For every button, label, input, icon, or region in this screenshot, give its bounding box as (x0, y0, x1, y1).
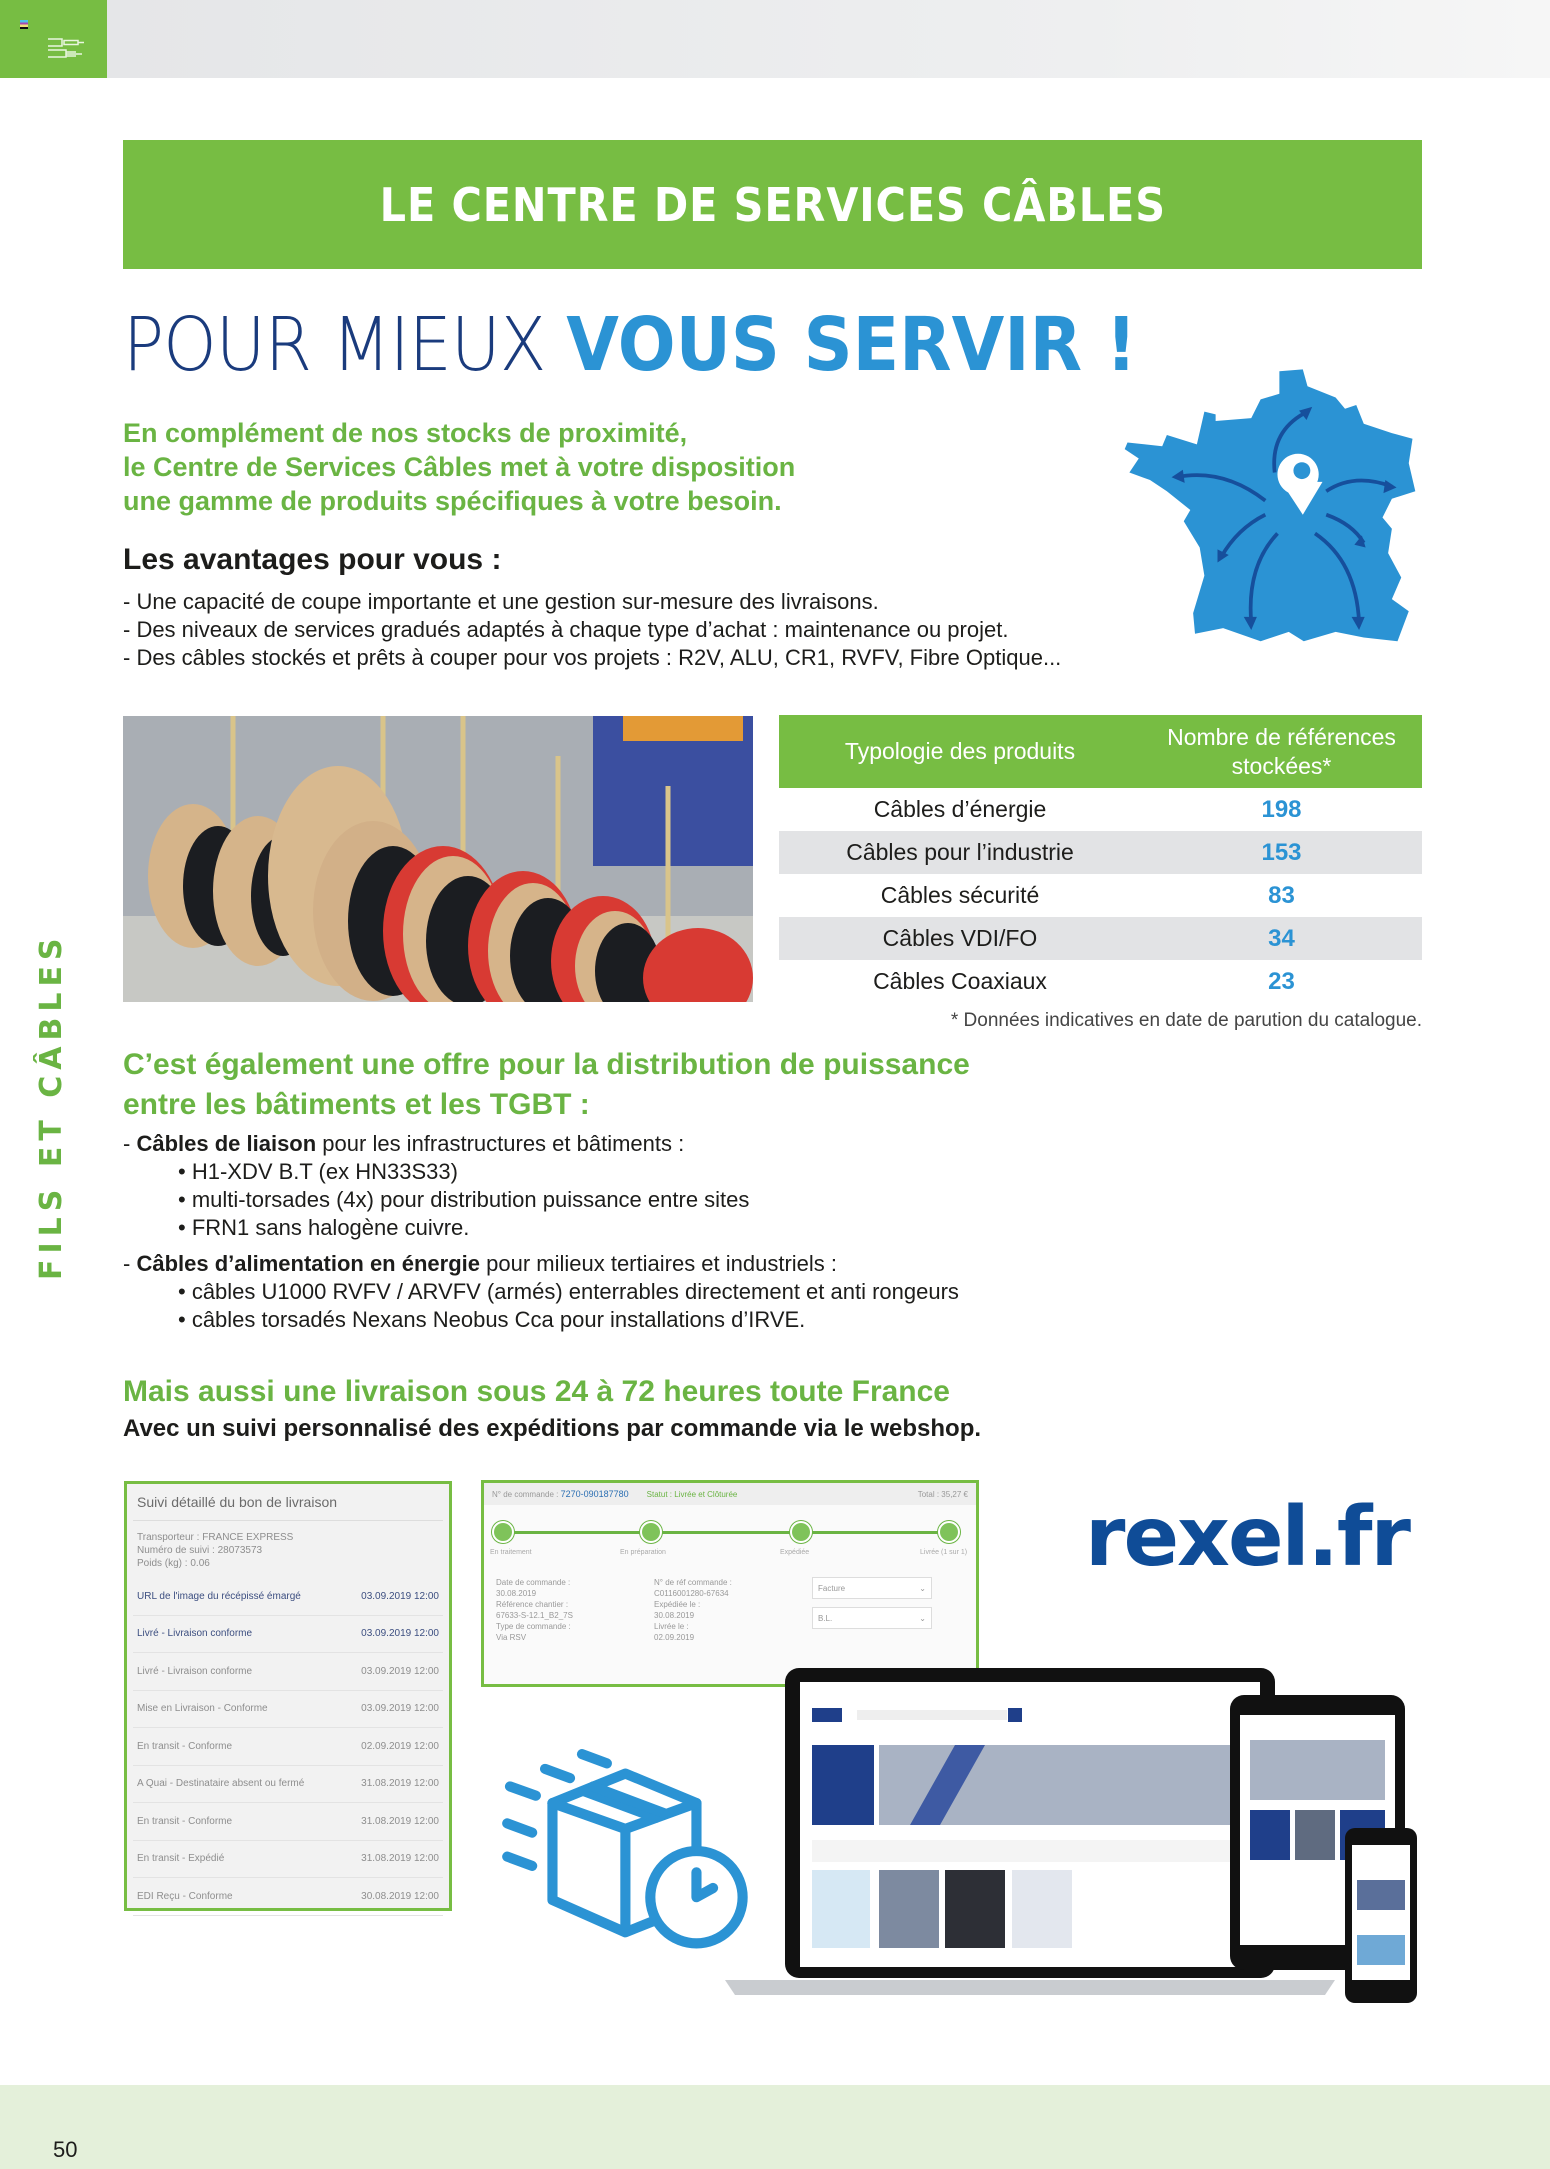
select-value: B.L. (818, 1614, 833, 1623)
order-label: N° de commande : (492, 1490, 559, 1499)
column-header-count: Nombre de références stockées* (1141, 715, 1422, 788)
order-fields-col (654, 1577, 794, 1643)
field-value: 67633-S-12.1_B2_7S (496, 1611, 573, 1620)
section-tab (0, 0, 107, 78)
list-item: • H1-XDV B.T (ex HN33S33) (178, 1159, 458, 1184)
event-date: 03.09.2019 12:00 (361, 1665, 439, 1677)
reference-count: 83 (1268, 881, 1295, 909)
tracking-event (133, 1728, 443, 1766)
headline-light: POUR MIEUX (123, 302, 567, 388)
field-value: 30.08.2019 (654, 1611, 695, 1620)
reference-count: 198 (1261, 795, 1302, 823)
order-status: Statut : Livrée et Clôturée (646, 1489, 738, 1499)
distribution-group-lead: - Câbles d’alimentation en énergie pour milieux tertiaires et industriels : (123, 1251, 838, 1276)
event-label: En transit - Expédié (137, 1853, 225, 1865)
event-label: URL de l'image du récépissé émargé (137, 1590, 301, 1602)
webshop-devices-mockup (725, 1650, 1440, 2045)
order-progress (490, 1515, 970, 1573)
lead-rest: pour milieux tertiaires et industriels : (480, 1251, 838, 1276)
distribution-group (123, 1130, 959, 1242)
product-type: Câbles VDI/FO (779, 917, 1141, 960)
event-label: En transit - Conforme (137, 1740, 233, 1752)
tracking-event (133, 1766, 443, 1804)
page-headline (123, 300, 1137, 390)
event-label: Mise en Livraison - Conforme (137, 1703, 268, 1715)
event-date: 03.09.2019 12:00 (361, 1628, 439, 1640)
rexel-website-logo: rexel.fr (1085, 1490, 1409, 1585)
intro-line: une gamme de produits spécifiques à votre besoin. (123, 486, 782, 516)
step-preparing-icon (640, 1521, 662, 1543)
step-label: En traitement (490, 1549, 532, 1556)
advantages-title: Les avantages pour vous : (123, 543, 502, 576)
event-date: 03.09.2019 12:00 (361, 1703, 439, 1715)
table-row (779, 831, 1422, 874)
delivery-note-select (812, 1607, 932, 1629)
order-ref: 7270-090187780 (560, 1489, 629, 1499)
event-label: A Quai - Destinataire absent ou fermé (137, 1778, 305, 1790)
chevron-down-icon: ⌄ (919, 1584, 926, 1593)
list-item: • câbles torsadés Nexans Neobus Cca pour installations d’IRVE. (178, 1307, 806, 1332)
reference-count: 153 (1141, 831, 1422, 874)
event-date: 31.08.2019 12:00 (361, 1853, 439, 1865)
order-fields-col (496, 1577, 636, 1643)
lead-bold: Câbles de liaison (136, 1131, 317, 1156)
event-date: 31.08.2019 12:00 (361, 1778, 439, 1790)
tracking-title: Suivi détaillé du bon de livraison (133, 1490, 443, 1521)
advantage-item: - Des niveaux de services gradués adaptés à chaque type d’achat : maintenance ou projet. (123, 617, 1009, 642)
step-processing-icon (492, 1521, 514, 1543)
tracking-event (133, 1616, 443, 1654)
chevron-down-icon: ⌄ (919, 1614, 926, 1623)
section-side-label: FILS ET CÂBLES (34, 932, 69, 1280)
column-header-type: Typologie des produits (779, 715, 1141, 788)
field-value: 02.09.2019 (654, 1633, 695, 1642)
distribution-title-line: entre les bâtiments et les TGBT : (123, 1088, 590, 1121)
cable-connectors-icon (46, 36, 90, 62)
select-value: Facture (818, 1584, 846, 1593)
list-item: • multi-torsades (4x) pour distribution puissance entre sites (178, 1187, 750, 1212)
event-label: EDI Reçu - Conforme (137, 1890, 233, 1902)
advantage-item: - Une capacité de coupe importante et une gestion sur-mesure des livraisons. (123, 589, 879, 614)
step-shipped-icon (790, 1521, 812, 1543)
lead-rest: pour les infrastructures et bâtiments : (316, 1131, 685, 1156)
event-date: 30.08.2019 12:00 (361, 1890, 439, 1902)
tracking-event (133, 1691, 443, 1729)
event-date: 31.08.2019 12:00 (361, 1815, 439, 1827)
lead-bold: Câbles d’alimentation en énergie (136, 1251, 480, 1276)
distribution-group-lead: - Câbles de liaison pour les infrastructures et bâtiments : (123, 1131, 685, 1156)
distribution-group (123, 1250, 959, 1334)
intro-line: En complément de nos stocks de proximité, (123, 418, 688, 448)
product-type: Câbles d’énergie (873, 796, 1047, 822)
top-band (0, 0, 1550, 78)
order-total: Total : 35,27 € (917, 1489, 968, 1499)
reference-count: 23 (1268, 967, 1295, 995)
stock-references-table (779, 715, 1422, 1003)
tracking-meta-line: Transporteur : FRANCE EXPRESS (137, 1532, 294, 1543)
table-row (779, 917, 1422, 960)
progress-line (502, 1531, 958, 1534)
table-header-row (779, 715, 1422, 788)
cable-reels-warehouse-photo (123, 716, 753, 1002)
tracking-event (133, 1803, 443, 1841)
event-label: Livré - Livraison conforme (137, 1665, 253, 1677)
event-label: Livré - Livraison conforme (137, 1628, 253, 1640)
distribution-list (123, 1130, 959, 1342)
table-row (779, 788, 1422, 831)
tracking-event (133, 1653, 443, 1691)
step-label: Livrée (1 sur 1) (920, 1549, 968, 1556)
color-registration-mark (20, 20, 28, 29)
field-label: N° de réf commande : (654, 1578, 732, 1587)
field-label: Type de commande : (496, 1622, 571, 1631)
list-item: • FRN1 sans halogène cuivre. (178, 1215, 470, 1240)
france-map-location-icon (1110, 360, 1430, 660)
table-footnote: * Données indicatives en date de parution du catalogue. (950, 1010, 1422, 1031)
table-row (779, 874, 1422, 917)
field-label: Référence chantier : (496, 1600, 569, 1609)
field-label: Date de commande : (496, 1578, 571, 1587)
invoice-select (812, 1577, 932, 1599)
event-date: 03.09.2019 12:00 (361, 1590, 439, 1602)
tracking-meta-line: Poids (kg) : 0.06 (137, 1558, 210, 1569)
list-item: • câbles U1000 RVFV / ARVFV (armés) enterrables directement et anti rongeurs (178, 1279, 959, 1304)
tracking-event (133, 1578, 443, 1616)
delivery-subtitle: Avec un suivi personnalisé des expéditions par commande via le webshop. (123, 1415, 982, 1442)
step-label: Expédiée (780, 1549, 810, 1556)
delivery-tracking-panel (124, 1481, 452, 1911)
field-value: Via RSV (496, 1633, 527, 1642)
order-fields (484, 1573, 976, 1647)
reference-count: 34 (1141, 917, 1422, 960)
tracking-meta (133, 1521, 443, 1578)
headline-bold: VOUS SERVIR ! (566, 302, 1137, 388)
product-type: Câbles sécurité (880, 882, 1040, 908)
distribution-title-line: C’est également une offre pour la distribution de puissance (123, 1048, 970, 1081)
tracking-event (133, 1878, 443, 1916)
delivery-title: Mais aussi une livraison sous 24 à 72 heures toute France (123, 1375, 950, 1408)
event-date: 02.09.2019 12:00 (361, 1740, 439, 1752)
order-selects (812, 1577, 932, 1643)
step-label: En préparation (620, 1549, 666, 1556)
field-label: Livrée le : (654, 1622, 689, 1631)
event-label: En transit - Conforme (137, 1815, 233, 1827)
tracking-meta-line: Numéro de suivi : 28073573 (137, 1545, 263, 1556)
page-number: 50 (53, 2137, 78, 2162)
field-value: C0116001280-67634 (654, 1589, 729, 1598)
advantage-item: - Des câbles stockés et prêts à couper pour vos projets : R2V, ALU, CR1, RVFV, Fibre Optique... (123, 645, 1062, 670)
tracking-event (133, 1841, 443, 1879)
page-footer (0, 2085, 1550, 2169)
intro-line: le Centre de Services Câbles met à votre disposition (123, 452, 796, 482)
field-value: 30.08.2019 (496, 1589, 537, 1598)
advantages-list (123, 588, 1061, 672)
table-row (779, 960, 1422, 1003)
product-type: Câbles pour l’industrie (779, 831, 1141, 874)
order-header (484, 1483, 976, 1505)
product-type: Câbles Coaxiaux (873, 968, 1047, 994)
intro-text (123, 416, 943, 518)
distribution-title (123, 1045, 1043, 1125)
banner-title: LE CENTRE DE SERVICES CÂBLES (379, 177, 1166, 232)
step-delivered-check-icon (938, 1521, 960, 1543)
field-label: Expédiée le : (654, 1600, 701, 1609)
section-banner (123, 140, 1422, 269)
